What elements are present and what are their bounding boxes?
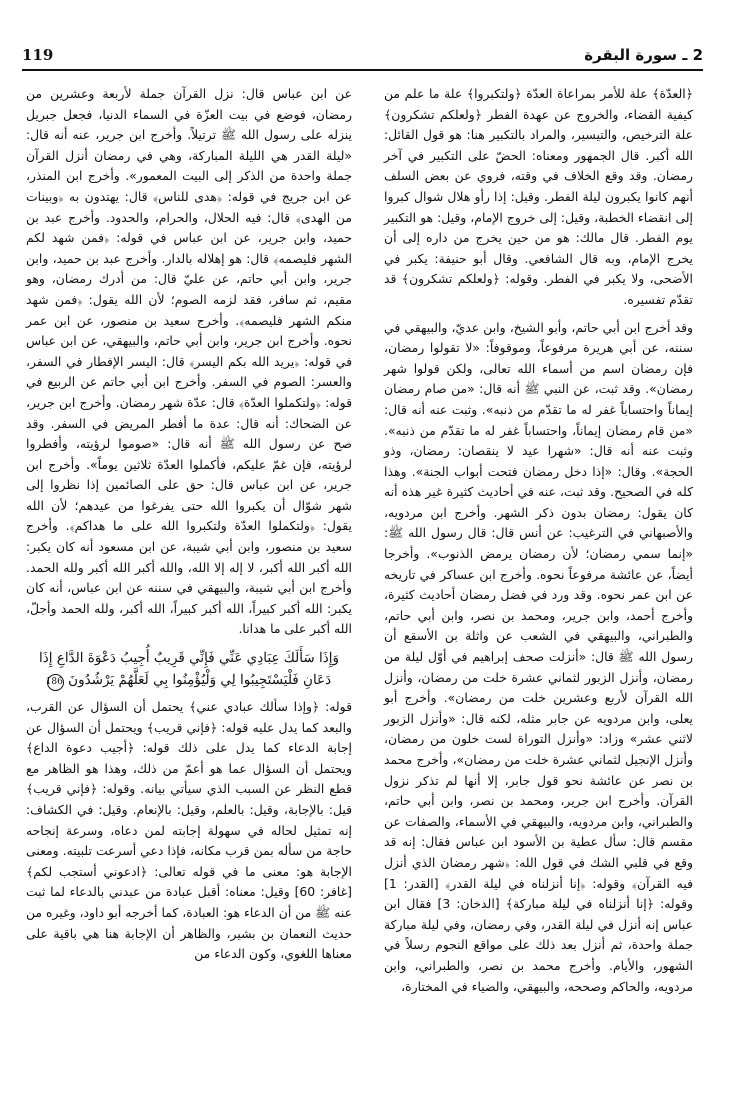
page-number: 119: [22, 46, 54, 64]
left-column: [26, 84, 352, 972]
right-column: [384, 84, 693, 1004]
header-rule: [22, 69, 703, 71]
page-header: [22, 42, 703, 68]
ayah-number: 186: [47, 674, 64, 691]
chapter-title: 2 ـ سورة البقرة: [584, 46, 703, 64]
verse-text: وَإِذَا سَأَلَكَ عِبَادِي عَنِّي فَإِنِّي قَرِيبٌ أُجِيبُ دَعْوَةَ الدَّاعِ إِذَا دَعَانِ فَلْيَسْتَجِيبُوا لِي وَلْيُؤْمِنُوا بِي لَعَلَّهُمْ يَرْشُدُونَ: [38, 650, 340, 689]
quran-verse: [26, 647, 352, 691]
paragraph: ﴿العدّة﴾ علة للأمر بمراعاة العدّة ﴿ولتكبروا﴾ علة ما علم من كيفية القضاء، والخروج عن عهدة الفطر ﴿ولعلكم تشكرون﴾ علة الترخيص، والتيسير، والمراد بالتكبير هنا: هو قول القائل: الله أكبر. قال الجمهور ومعناه: الحضّ على التكبير في آخر رمضان. وقد وقع الخلاف في وقته، فروي عن بعض السلف أنهم كانوا يكبرون ليلة الفطر. وقيل: إذا رأو هلال شوال كبروا إلى انقضاء الخطبة، وقيل: إلى خروج الإمام، وقيل: هو التكبير يوم الفطر. قال مالك: هو من حين يخرج من داره إلى أن يخرج الإمام، وبه قال الشافعي. وقال أبو حنيفة: يكبر في الأضحى، ولا يكبر في الفطر. وقوله: ﴿ولعلكم تشكرون﴾ قد تقدّم تفسيره.: [384, 86, 693, 307]
paragraph: قوله: ﴿وإذا سألك عبادي عني﴾ يحتمل أن السؤال عن القرب، والبعد كما يدل عليه قوله: ﴿فإني قريب﴾ ويحتمل أن السؤال عن إجابة الدعاء كما يدل على ذلك قوله: ﴿أجيب دعوة الداع﴾ ويحتمل أن السؤال عما هو أعمّ من ذلك، وهذا هو الظاهر مع قطع النظر عن السبب الذي سيأتي بيانه. وقوله: ﴿فإني قريب﴾ قيل: بالإجابة، وقيل: بالعلم، وقيل: بالإنعام. وقيل: في الكشاف: إنه تمثيل لحاله في سهولة إجابته لمن دعاه، وسرعة إنجاحه حاجة من سأله بمن قرب مكانه، فإذا دعي أسرعت تلبيته. ومعنى الإجابة هو: معنى ما في قوله تعالى: ﴿ادعوني أستجب لكم﴾ [غافر: 60] وقيل: معناه: أقبل عبادة من عبدني بالدعاء لما ثبت عنه ﷺ من أن الدعاء هو: العبادة، كما أخرجه أبو داود، وغيره من حديث النعمان بن بشير، والظاهر أن الإجابة هنا هي باقية على معناها اللغوي، وكون الدعاء من: [26, 699, 353, 962]
paragraph: عن ابن عباس قال: نزل القرآن جملة لأربعة وعشرين من رمضان، فوضع في بيت العزّة في السماء الدنيا، فجعل جبريل ينزله على رسول الله ﷺ ترتيلاً. وأخرج ابن جرير، عنه أنه قال: «ليلة القدر هي الليلة المباركة، وهي في رمضان أنزل القرآن جملة واحدة من الذكر إلى البيت المعمور». وأخرج ابن المنذر، عن ابن جريج في قوله: ﴿هدى للناس﴾ قال: يهتدون به ﴿وبينات من الهدى﴾ قال: فيه الحلال، والحرام، والحدود. وأخرج عبد بن حميد، وابن جرير، عن ابن عباس في قوله: ﴿فمن شهد لكم الشهر فليصمه﴾ قال: هو إهلاله بالدار. وأخرج عبد بن حميد، وابن جرير، وابن أبي حاتم، عن عليّ قال: من أدرك رمضان، وهو مقيم، ثم سافر، فقد لزمه الصوم؛ لأن الله يقول: ﴿فمن شهد منكم الشهر فليصمه﴾. وأخرج سعيد بن منصور، عن ابن عمر نحوه. وأخرج ابن جرير، وابن أبي حاتم، والبيهقي، عن ابن عباس في قوله: ﴿يريد الله بكم اليسر﴾ قال: اليسر الإفطار في السفر، والعسر: الصوم في السفر. وأخرج ابن أبي حاتم عن الربيع في قوله: ﴿ولتكملوا العدّة﴾ قال: عدّة شهر رمضان. وأخرج ابن جرير، عن الضحاك: أنه قال: عدة ما أفطر المريض في السفر. وقد صح عن رسول الله ﷺ أنه قال: «صوموا لرؤيته، وأفطروا لرؤيته، فإن غمّ عليكم، فأكملوا العدّة ثلاثين يوماً». وأخرج ابن جرير، عن ابن عباس قال: حق على الصائمين إذا نظروا إلى شهر شوّال أن يكبروا الله حتى يفرغوا من عيدهم؛ لأن الله يقول: ﴿ولتكملوا العدّة ولتكبروا الله على ما هداكم﴾. وأخرج سعيد بن منصور، وابن أبي شيبة، عن ابن مسعود أنه كان يكبر: الله أكبر الله أكبر، لا إله إلا الله، والله أكبر الله أكبر ولله الحمد. وأخرج ابن أبي شيبة، والبيهقي في سننه عن ابن عباس، أنه كان يكبر: الله أكبر كبيراً، الله أكبر كبيراً، الله أكبر، ولله الحمد وأجلّ، الله أكبر على ما هدانا.: [26, 86, 352, 637]
paragraph: وقد أخرج ابن أبي حاتم، وأبو الشيخ، وابن عديّ، والبيهقي في سننه، عن أبي هريرة مرفوعاً، وموقوفاً: «لا تقولوا رمضان، فإن رمضان اسم من أسماء الله تعالى، ولكن قولوا شهر رمضان». وقد ثبت، عن النبي ﷺ أنه قال: «من صام رمضان إيماناً واحتساباً غفر له ما تقدّم من ذنبه». وثبت عنه أنه قال: «من قام رمضان إيماناً، واحتساباً غفر له ما تقدّم من ذنبه». وثبت عنه أنه قال: «شهرا عيد لا ينقصان: رمضان، وذو الحجة». وقال: «إذا دخل رمضان فتحت أبواب الجنة». وهذا كله في الصحيح. وقد ثبت، عنه في أحاديث كثيرة غير هذه أنه كان يقول: رمضان بدون ذكر الشهر. وأخرج ابن مردويه، والأصبهاني في الترغيب: عن أنس قال: قال رسول الله ﷺ: «إنما سمي رمضان؛ لأن رمضان يرمض الذنوب». وأخرجا أيضاً، عن عائشة مرفوعاً نحوه. وأخرج ابن عساكر في تاريخه عن ابن عمر نحوه. وقد ورد في فضل رمضان أحاديث كثيرة، وأخرج أحمد، وابن جرير، ومحمد بن نصر، وابن أبي حاتم، والطبراني، والبيهقي في الشعب عن واثلة بن الأسقع أن رسول الله ﷺ قال: «أنزلت صحف إبراهيم في أوّل ليلة من رمضان، وأنزل الزبور لثماني عشرة خلت من رمضان، وأنزل الله القرآن لأربع وعشرين خلت من رمضان». وأخرج أبو يعلى، وابن مردويه عن جابر مثله، لكنه قال: «وأنزل الزبور لاثني عشر» وزاد: «وأنزل التوراة لست خلون من رمضان، وأنزل الإنجيل لثماني عشرة خلت من رمضان»، وأخرج محمد بن نصر عن عائشة نحو قول جابر، إلا أنها لم تذكر نزول القرآن. وأخرج ابن جرير، ومحمد بن نصر، وابن أبي حاتم، والطبراني، وابن مردويه، والبيهقي في الأسماء، والصفات عن مقسم قال: سأل عطية بن الأسود ابن عباس فقال: إنه قد وقع في قلبي الشك في قول الله: ﴿شهر رمضان الذي أنزل فيه القرآن﴾ وقوله: ﴿إنا أنزلناه في ليلة القدر﴾ [القدر: 1] وقوله: ﴿إنا أنزلناه في ليلة مباركة﴾ [الدخان: 3] فقال ابن عباس إنه أنزل في ليلة القدر، وفي رمضان، وفي ليلة مباركة جملة واحدة، ثم أنزل بعد ذلك على مواقع النجوم رسلاً في الشهور، والأيام. وأخرج محمد بن نصر، والطبراني، وابن مردويه، والحاكم وصححه، والبيهقي، والضياء في المختارة،: [384, 319, 693, 994]
